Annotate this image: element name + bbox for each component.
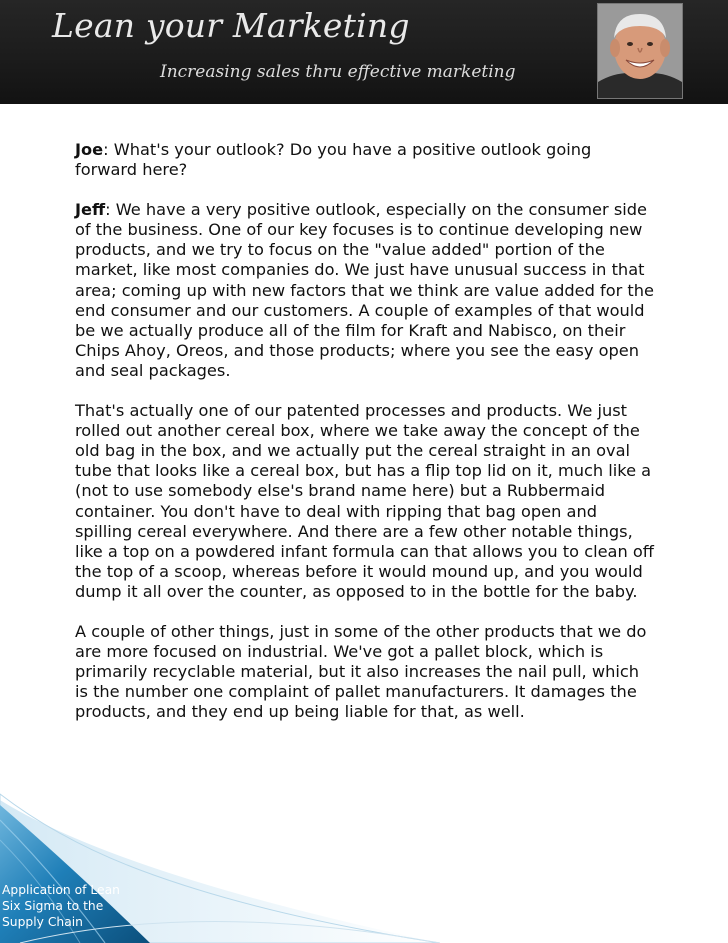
header-title: Lean your Marketing — [52, 6, 410, 45]
question-paragraph — [75, 140, 655, 180]
question-text: : What's your outlook? Do you have a positive outlook going forward here? — [75, 140, 592, 180]
footer-line-2: Six Sigma to the — [2, 899, 104, 913]
answer-text: : We have a very positive outlook, especially on the consumer side of the business. One of our key focuses is to continue developing new products, and we try to focus on the "value added" portion of the market, like most companies do. We just have unusual success in that area; coming up with new factors that we think are value added for the end consumer and our customers. A couple of examples of that would be we actually produce all of the film for Kraft and Nabisco, on their Chips Ahoy, Oreos, and those products; where you see the easy open and seal packages. — [75, 200, 654, 380]
header-banner — [0, 0, 728, 104]
author-portrait-image — [598, 4, 682, 98]
footer-caption — [2, 882, 120, 930]
footer-line-3: Supply Chain — [2, 915, 83, 929]
paragraph-cereal-box: That's actually one of our patented processes and products. We just rolled out another cereal box, where we take away the concept of the old bag in the box, and we actually put the cereal straight in an oval tube that looks like a cereal box, but has a flip top lid on it, much like a (not to use somebody else's brand name here) but a Rubbermaid container. You don't have to deal with ripping that bag open and spilling cereal everywhere. And there are a few other notable things, like a top on a powdered infant formula can that allows you to clean off the top of a scoop, whereas before it would mound up, and you would dump it all over the counter, as opposed to in the bottle for the baby. — [75, 401, 654, 601]
speaker-joe: Joe — [75, 140, 104, 159]
paragraph-industrial: A couple of other things, just in some of the other products that we do are more focused on industrial. We've got a pallet block, which is primarily recyclable material, but it also increases the nail pull, which is the number one complaint of pallet manufacturers. It damages the products, and they end up being liable for that, as well. — [75, 621, 647, 722]
author-photo — [597, 3, 683, 99]
footer-line-1: Application of Lean — [2, 883, 120, 897]
answer-paragraph — [75, 200, 655, 381]
speaker-jeff: Jeff — [75, 200, 106, 220]
interview-content — [75, 140, 655, 742]
header-subtitle: Increasing sales thru effective marketing — [160, 62, 516, 82]
